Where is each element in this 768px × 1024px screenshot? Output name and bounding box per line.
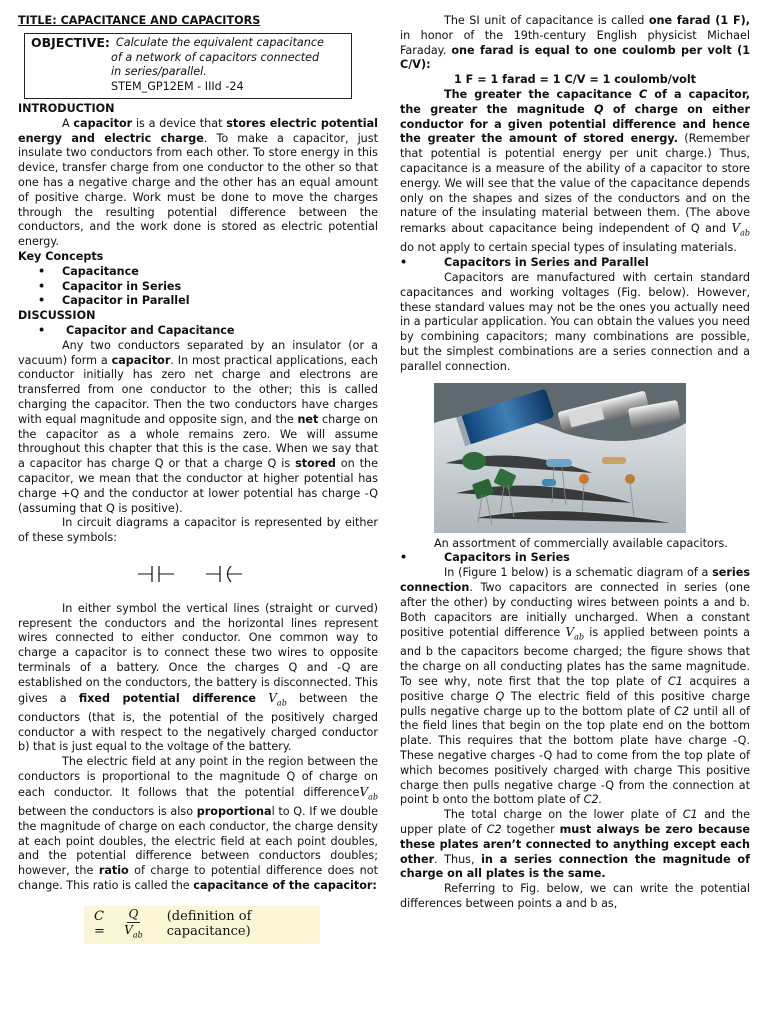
objective-box [24, 33, 352, 99]
series-paragraph-1: In (Figure 1 below) is a schematic diagram of a series connection. Two capacitors are connected in series (one after the other) by conducting wires between points a and b. Both capacitors are initially uncharged. When a constant positive potential difference $V_{ab}$ is applied between points a and b the capacitors become charged; the figure shows that the charge on all conducting plates has the same magnitude. To see why, note first that the top plate of C1 acquires a positive charge Q The electric field of this positive charge pulls negative charge up to the bottom plate of C2 until all of the field lines that begin on the top plate end on the bottom plate. This requires that the bottom plate have charge -Q. These negative charges -Q had to come from the top plate of which becomes positively charged with charge This positive charge then pulls negative charge -Q from the connection at point b onto the bottom plate of C2. [400, 566, 750, 807]
series-parallel-paragraph: Capacitors are manufactured with certain standard capacitances and working voltages (Fig. below). However, these standard values may not be the ones you actually need in a particular application. You can obtain the values you need by combining capacitors; many combinations are possible, but the simplest combinations are a series connection and a parallel connection. [400, 270, 750, 373]
formula-fraction: $\frac{Q}{V_{ab}}$ [124, 906, 143, 939]
objective-text-2: of a network of capacitors connected [111, 50, 320, 64]
objective-text-3: in series/parallel. [111, 65, 207, 79]
capacitance-formula [84, 906, 320, 944]
page-title: TITLE: CAPACITANCE AND CAPACITORS [18, 14, 261, 27]
vab-symbol: $V_{ab}$ [565, 625, 585, 642]
capacitors-image [434, 383, 686, 533]
capacitors-photo [434, 383, 686, 533]
discussion-paragraph-1: Any two conductors separated by an insulator (or a vacuum) form a capacitor. In most practical applications, each conductor initially has zero net charge and electrons are transferred from one conductor to the other; this is called charging the capacitor. Then the two conductors have charges with equal magnitude and opposite sign, and the net charge on the capacitor as a whole remains zero. We will assume throughout this chapter that this is the case. When we say that a capacitor has charge Q or that a charge Q is stored on the capacitor, we mean that the conductor at higher potential has charge +Q and the conductor at lower potential has charge -Q (assuming that Q is positive). [18, 338, 378, 515]
discussion-paragraph-2: In circuit diagrams a capacitor is represented by either of these symbols: [18, 516, 378, 545]
intro-paragraph: A capacitor is a device that stores electric potential energy and electric charge. To make a capacitor, just insulate two conductors from each other. To store energy in this device, transfer charge from one conductor to the other so that one has a negative charge and the other has an equal amount of positive charge. Work must be done to move the charges through the resulting potential difference between the conductors, and the work done is stored as electric potential energy. [18, 116, 378, 249]
objective-label: OBJECTIVE: [31, 34, 110, 50]
section-heading-series: • Capacitors in Series [400, 551, 570, 565]
farad-equation: 1 F = 1 farad = 1 C/V = 1 coulomb/volt [453, 73, 696, 87]
key-concepts-list [18, 265, 378, 309]
left-column [18, 0, 378, 944]
key-concepts-heading: Key Concepts [18, 249, 104, 263]
formula-note: (definition of capacitance) [166, 909, 252, 939]
right-column [400, 0, 750, 912]
objective-text-1: Calculate the equivalent capacitance [115, 35, 324, 49]
si-unit-paragraph: The SI unit of capacitance is called one farad (1 F), in honor of the 19th-century English physicist Michael Faraday. one farad is equal to one coulomb per volt (1 C/V): [400, 14, 751, 72]
capacitor-symbol-straight-icon [136, 564, 176, 584]
section-heading-capacitance: • Capacitor and Capacitance [38, 323, 235, 337]
discussion-heading: DISCUSSION [18, 309, 96, 323]
discussion-paragraph-4: The electric field at any point in the region between the conductors is proportional to the magnitude Q of charge on each conductor. It follows that the potential differenceV$_{ab}$ between the conductors is also proportional to Q. If we double the magnitude of charge on each conductor, the charge density at each point doubles, the electric field at each point doubles, and the potential difference between conductors doubles; however, the ratio of charge to potential difference does not change. This ratio is called the capacitance of the capacitor: [18, 755, 378, 893]
vab-symbol: $V_{ab}$ [731, 221, 750, 238]
vab-symbol: $V_{ab}$ [268, 690, 287, 708]
section-heading-series-parallel: • Capacitors in Series and Parallel [400, 256, 649, 270]
series-paragraph-2: The total charge on the lower plate of C1 and the upper plate of C2 together must always be zero because these plates aren’t connected to anything except each other. Thus, in a series connection the magnitude of charge on all plates is the same. [400, 808, 750, 881]
list-item: • Capacitor in Series [38, 279, 182, 293]
capacitance-paragraph: The greater the capacitance C of a capacitor, the greater the magnitude Q of charge on either conductor for a given potential difference and hence the greater the amount of stored energy. (Remember that potential is potential energy per unit charge.) Thus, capacitance is a measure of the ability of a capacitor to store energy. We will see that the value of the capacitance depends only on the shapes and sizes of the conductors and on the nature of the insulating material between them. (The above remarks about capacitance being independent of Q and $V_{ab}$ do not apply to certain special types of insulating materials. [400, 87, 750, 255]
photo-caption: An assortment of commercially available capacitors. [434, 536, 728, 550]
capacitor-symbols [18, 546, 378, 602]
formula-lhs: C = [94, 909, 105, 939]
list-item: • Capacitance [38, 264, 139, 278]
competency-code: STEM_GP12EM - IIId -24 [111, 80, 244, 94]
intro-heading: INTRODUCTION [18, 101, 115, 115]
vab-symbol: $V_{ab}$ [359, 784, 378, 802]
list-item: • Capacitor in Parallel [38, 294, 190, 308]
capacitor-symbol-curved-icon [204, 564, 244, 584]
discussion-paragraph-3: In either symbol the vertical lines (straight or curved) represent the conductors and the horizontal lines represent wires connected to either conductor. One common way to charge a capacitor is to connect these two wires to opposite terminals of a battery. Once the charges Q and -Q are established on the conductors, the battery is disconnected. This gives a fixed potential difference $V_{ab}$ between the conductors (that is, the potential of the positively charged conductor a with respect to the negatively charged conductor b) that is just equal to the voltage of the battery. [18, 601, 378, 754]
series-paragraph-3: Referring to Fig. below, we can write the potential differences between points a and b as, [400, 882, 750, 911]
